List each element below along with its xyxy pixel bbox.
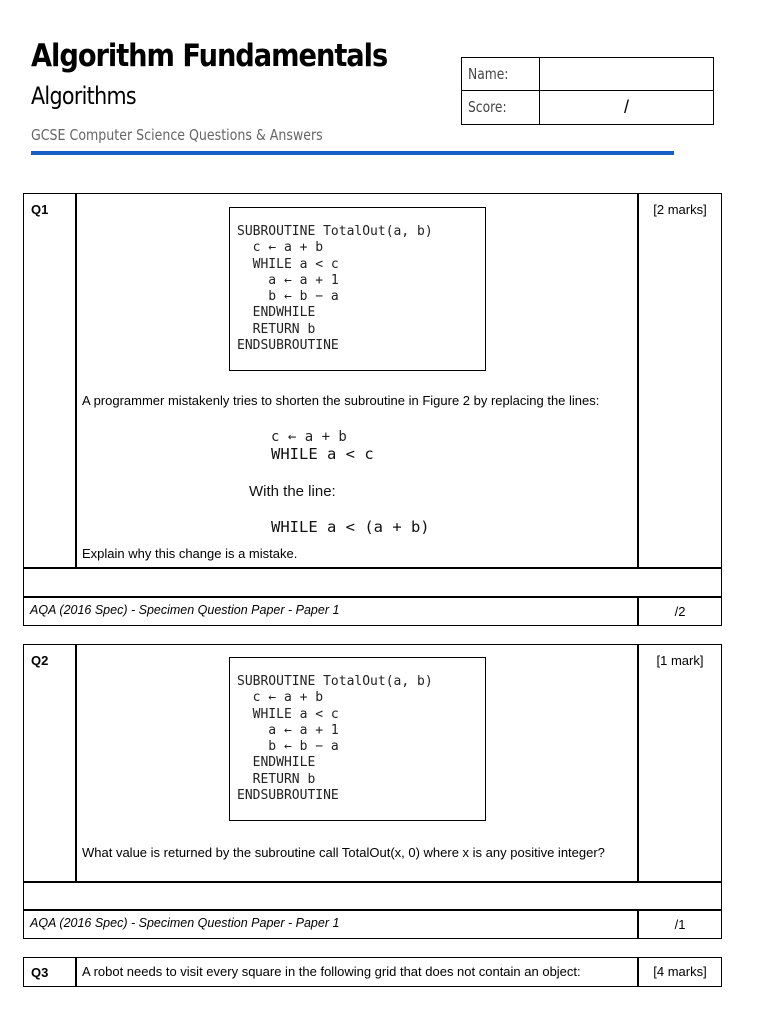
- marks-label: [1 mark]: [656, 653, 704, 668]
- name-field[interactable]: [540, 58, 713, 90]
- question-1-table: [23, 193, 722, 626]
- score-label: Score:: [462, 91, 540, 124]
- code-figure: [229, 207, 486, 371]
- marks-label: [2 marks]: [653, 202, 707, 217]
- code-line: SUBROUTINE TotalOut(a, b): [237, 674, 433, 689]
- question-text: A programmer mistakenly tries to shorten the subroutine in Figure 2 by replacing the lines:: [82, 393, 600, 408]
- question-3-table: [23, 957, 722, 987]
- code-line: SUBROUTINE TotalOut(a, b): [237, 224, 433, 239]
- code-line: WHILE a < c: [237, 256, 339, 272]
- header-divider: [31, 151, 674, 155]
- code-line: WHILE a < c: [237, 706, 339, 722]
- code-line: ENDWHILE: [237, 305, 316, 321]
- question-score: /1: [674, 917, 686, 932]
- answer-space[interactable]: [24, 883, 721, 909]
- question-2-table: [23, 644, 722, 939]
- code-line: a ← a + 1: [237, 272, 339, 288]
- page-title: Algorithm Fundamentals: [31, 38, 388, 74]
- code-line: ENDSUBROUTINE: [237, 338, 339, 354]
- name-score-box: [461, 57, 714, 125]
- question-text: A robot needs to visit every square in the following grid that does not contain an object:: [82, 964, 581, 979]
- code-line: b ← b − a: [237, 739, 339, 755]
- score-row: [462, 91, 713, 124]
- code-line: ENDSUBROUTINE: [237, 788, 339, 804]
- score-field[interactable]: /: [623, 97, 629, 117]
- code-line: b ← b − a: [237, 289, 339, 305]
- question-text: What value is returned by the subroutine call TotalOut(x, 0) where x is any positive integer?: [82, 845, 605, 860]
- code-line: RETURN b: [237, 771, 316, 787]
- source-label: AQA (2016 Spec) - Specimen Question Paper - Paper 1: [30, 603, 340, 617]
- new-line: WHILE a < (a + b): [271, 518, 430, 536]
- question-number: Q2: [31, 653, 49, 668]
- replaced-line: WHILE a < c: [271, 445, 374, 463]
- marks-label: [4 marks]: [653, 964, 707, 979]
- question-number: Q3: [31, 965, 49, 980]
- code-line: c ← a + b: [237, 690, 324, 706]
- code-line: a ← a + 1: [237, 722, 339, 738]
- name-label: Name:: [462, 58, 540, 90]
- code-line: RETURN b: [237, 321, 316, 337]
- question-number: Q1: [31, 202, 49, 217]
- answer-space[interactable]: [24, 569, 721, 596]
- source-label: AQA (2016 Spec) - Specimen Question Paper - Paper 1: [30, 916, 340, 930]
- with-line-label: With the line:: [249, 483, 336, 500]
- course-label: GCSE Computer Science Questions & Answers: [31, 126, 323, 144]
- question-prompt: Explain why this change is a mistake.: [82, 546, 298, 561]
- page-subtitle: Algorithms: [31, 82, 136, 110]
- code-figure: [229, 657, 486, 821]
- code-line: c ← a + b: [237, 240, 324, 256]
- question-score: /2: [674, 604, 686, 619]
- code-line: ENDWHILE: [237, 755, 316, 771]
- replaced-line: c ← a + b: [271, 429, 347, 445]
- name-row: [462, 58, 713, 91]
